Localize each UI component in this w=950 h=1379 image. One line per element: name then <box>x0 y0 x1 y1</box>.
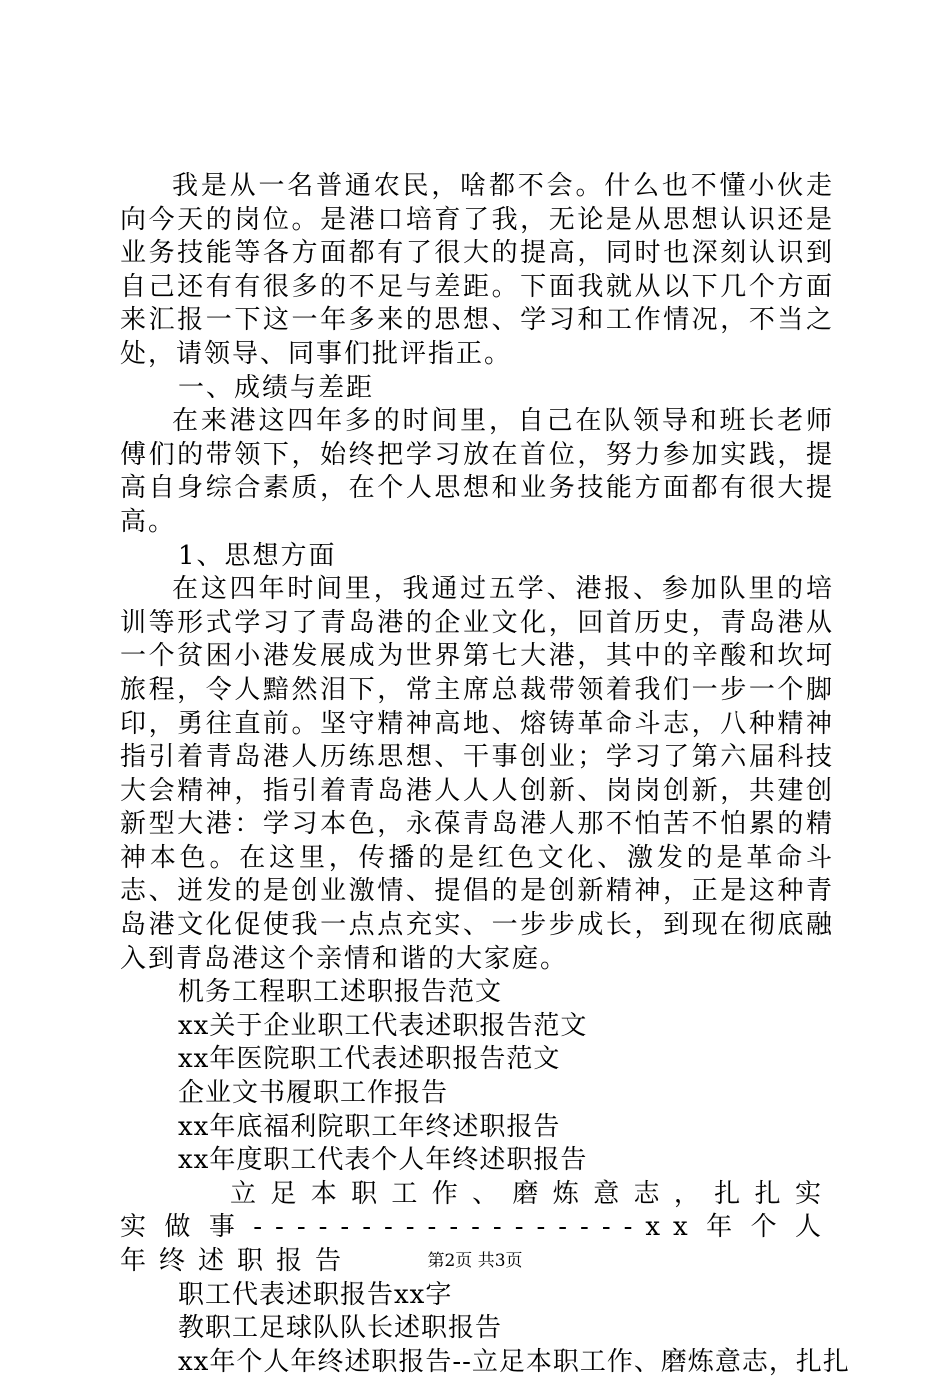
related-link[interactable]: xx关于企业职工代表述职报告范文 <box>178 1010 588 1041</box>
related-link[interactable]: 企业文书履职工作报告 <box>178 1078 449 1109</box>
related-link[interactable]: 职工代表述职报告xx字 <box>178 1279 453 1310</box>
related-link[interactable]: 机务工程职工述职报告范文 <box>178 977 503 1008</box>
section-heading-thought: 1、思想方面 <box>178 540 337 571</box>
intro-paragraph: 我是从一名普通农民，啥都不会。什么也不懂小伙走向今天的岗位。是港口培育了我，无论是从思想认识还是业务技能等各方面都有了很大的提高，同时也深刻认识到自己还有有很多的不足与差距。下面我就从以下几个方面来汇报一下这一年多来的思想、学习和工作情况，不当之处，请领导、同事们批评指正。 <box>120 171 834 369</box>
achievements-paragraph: 在来港这四年多的时间里，自己在队领导和班长老师傅们的带领下，始终把学习放在首位，努力参加实践，提高自身综合素质，在个人思想和业务技能方面都有很大提高。 <box>120 406 834 537</box>
related-link[interactable]: xx年个人年终述职报告--立足本职工作、磨炼意志，扎扎 <box>178 1346 850 1377</box>
related-link[interactable]: xx年底福利院职工年终述职报告 <box>178 1111 561 1142</box>
related-link[interactable]: 教职工足球队队长述职报告 <box>178 1313 503 1344</box>
related-link-spread[interactable]: 立足本职工作、磨炼意志，扎扎实实做事------------------xx年个人年终述职报告 <box>120 1178 834 1276</box>
thought-paragraph: 在这四年时间里，我通过五学、港报、参加队里的培训等形式学习了青岛港的企业文化，回首历史，青岛港从一个贫困小港发展成为世界第七大港，其中的辛酸和坎坷旅程，令人黯然泪下，常主席总裁带领着我们一步一个脚印，勇往直前。坚守精神高地、熔铸革命斗志，八种精神指引着青岛港人历练思想、干事创业；学习了第六届科技大会精神，指引着青岛港人人人创新、岗岗创新，共建创新型大港：学习本色，永葆青岛港人那不怕苦不怕累的精神本色。在这里，传播的是红色文化、激发的是革命斗志、迸发的是创业激情、提倡的是创新精神，正是这种青岛港文化促使我一点点充实、一步步成长，到现在彻底融入到青岛港这个亲情和谐的大家庭。 <box>120 574 834 974</box>
page-footer <box>0 1246 950 1271</box>
section-heading-achievements: 一、成绩与差距 <box>178 372 375 403</box>
body-text <box>120 170 850 1379</box>
related-link[interactable]: xx年度职工代表个人年终述职报告 <box>178 1145 588 1176</box>
related-link[interactable]: xx年医院职工代表述职报告范文 <box>178 1044 561 1075</box>
page-number: 第2页 共3页 <box>427 1251 523 1271</box>
